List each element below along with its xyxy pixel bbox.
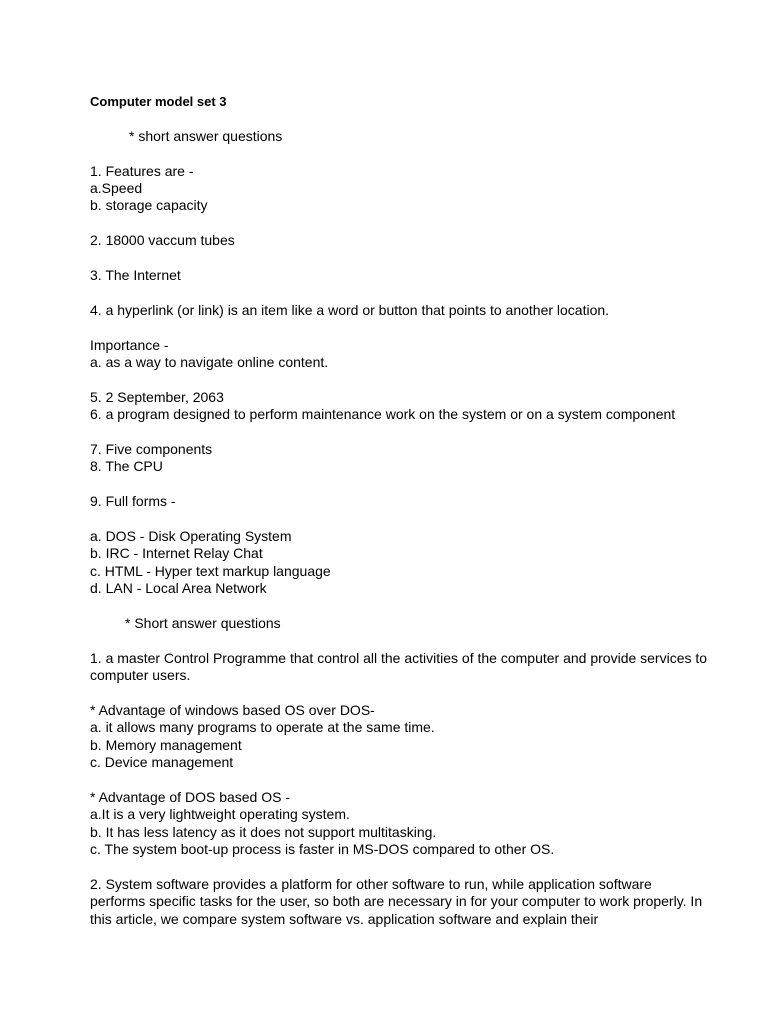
dos-advantage-c: c. The system boot-up process is faster in MS-DOS compared to other OS. bbox=[90, 841, 555, 858]
answer-5: 5. 2 September, 2063 bbox=[90, 388, 224, 405]
spacer bbox=[90, 110, 710, 127]
spacer bbox=[90, 476, 710, 493]
answer-2: 2. 18000 vaccum tubes bbox=[90, 232, 235, 249]
answer-7: 7. Five components bbox=[90, 441, 213, 457]
full-form-lan: d. LAN - Local Area Network bbox=[90, 580, 267, 597]
long-answer-1: 1. a master Control Programme that control all the activities of the computer and provide services to computer users. bbox=[90, 649, 708, 684]
answer-1a: a.Speed bbox=[90, 180, 143, 196]
spacer bbox=[90, 424, 710, 441]
windows-advantage-b: b. Memory management bbox=[90, 736, 242, 753]
spacer bbox=[90, 284, 710, 301]
section-heading-short-answer: * short answer questions bbox=[129, 127, 283, 144]
spacer bbox=[90, 632, 710, 649]
dos-advantage-a: a.It is a very lightweight operating system. bbox=[90, 806, 350, 823]
windows-advantage-label: * Advantage of windows based OS over DOS- bbox=[90, 702, 375, 719]
windows-advantage-a: a. it allows many programs to operate at the same time. bbox=[90, 719, 435, 736]
spacer bbox=[90, 215, 710, 232]
spacer bbox=[90, 598, 710, 615]
answer-8: 8. The CPU bbox=[90, 458, 163, 475]
spacer bbox=[90, 319, 710, 336]
spacer bbox=[90, 250, 710, 267]
dos-advantage-b: b. It has less latency as it does not support multitasking. bbox=[90, 823, 437, 840]
spacer bbox=[90, 511, 710, 528]
spacer bbox=[90, 371, 710, 388]
spacer bbox=[90, 685, 710, 702]
dos-advantage-label: * Advantage of DOS based OS - bbox=[90, 789, 291, 806]
answer-9: 9. Full forms - bbox=[90, 493, 176, 510]
document-page bbox=[90, 93, 710, 928]
importance-a: a. as a way to navigate online content. bbox=[90, 354, 329, 370]
spacer bbox=[90, 772, 710, 789]
full-form-html: c. HTML - Hyper text markup language bbox=[90, 562, 331, 579]
importance-label: Importance - bbox=[90, 336, 169, 353]
answer-1: 1. Features are - bbox=[90, 162, 194, 179]
document-title: Computer model set 3 bbox=[90, 94, 227, 109]
windows-advantage-c: c. Device management bbox=[90, 754, 234, 771]
answer-4: 4. a hyperlink (or link) is an item like a word or button that points to another location. bbox=[90, 301, 610, 318]
spacer bbox=[90, 859, 710, 876]
section-heading-short-answer-2: * Short answer questions bbox=[125, 615, 281, 632]
answer-1b: b. storage capacity bbox=[90, 197, 208, 214]
answer-3: 3. The Internet bbox=[90, 267, 181, 283]
full-form-irc: b. IRC - Internet Relay Chat bbox=[90, 545, 263, 562]
spacer bbox=[90, 145, 710, 162]
long-answer-2: 2. System software provides a platform for other software to run, while application software performs specific tasks for the user, so both are necessary in for your computer to work properly. In this article, we compare system software vs. application software and explain their bbox=[90, 876, 703, 927]
full-form-dos: a. DOS - Disk Operating System bbox=[90, 528, 292, 544]
answer-6: 6. a program designed to perform maintenance work on the system or on a system component bbox=[90, 406, 676, 423]
